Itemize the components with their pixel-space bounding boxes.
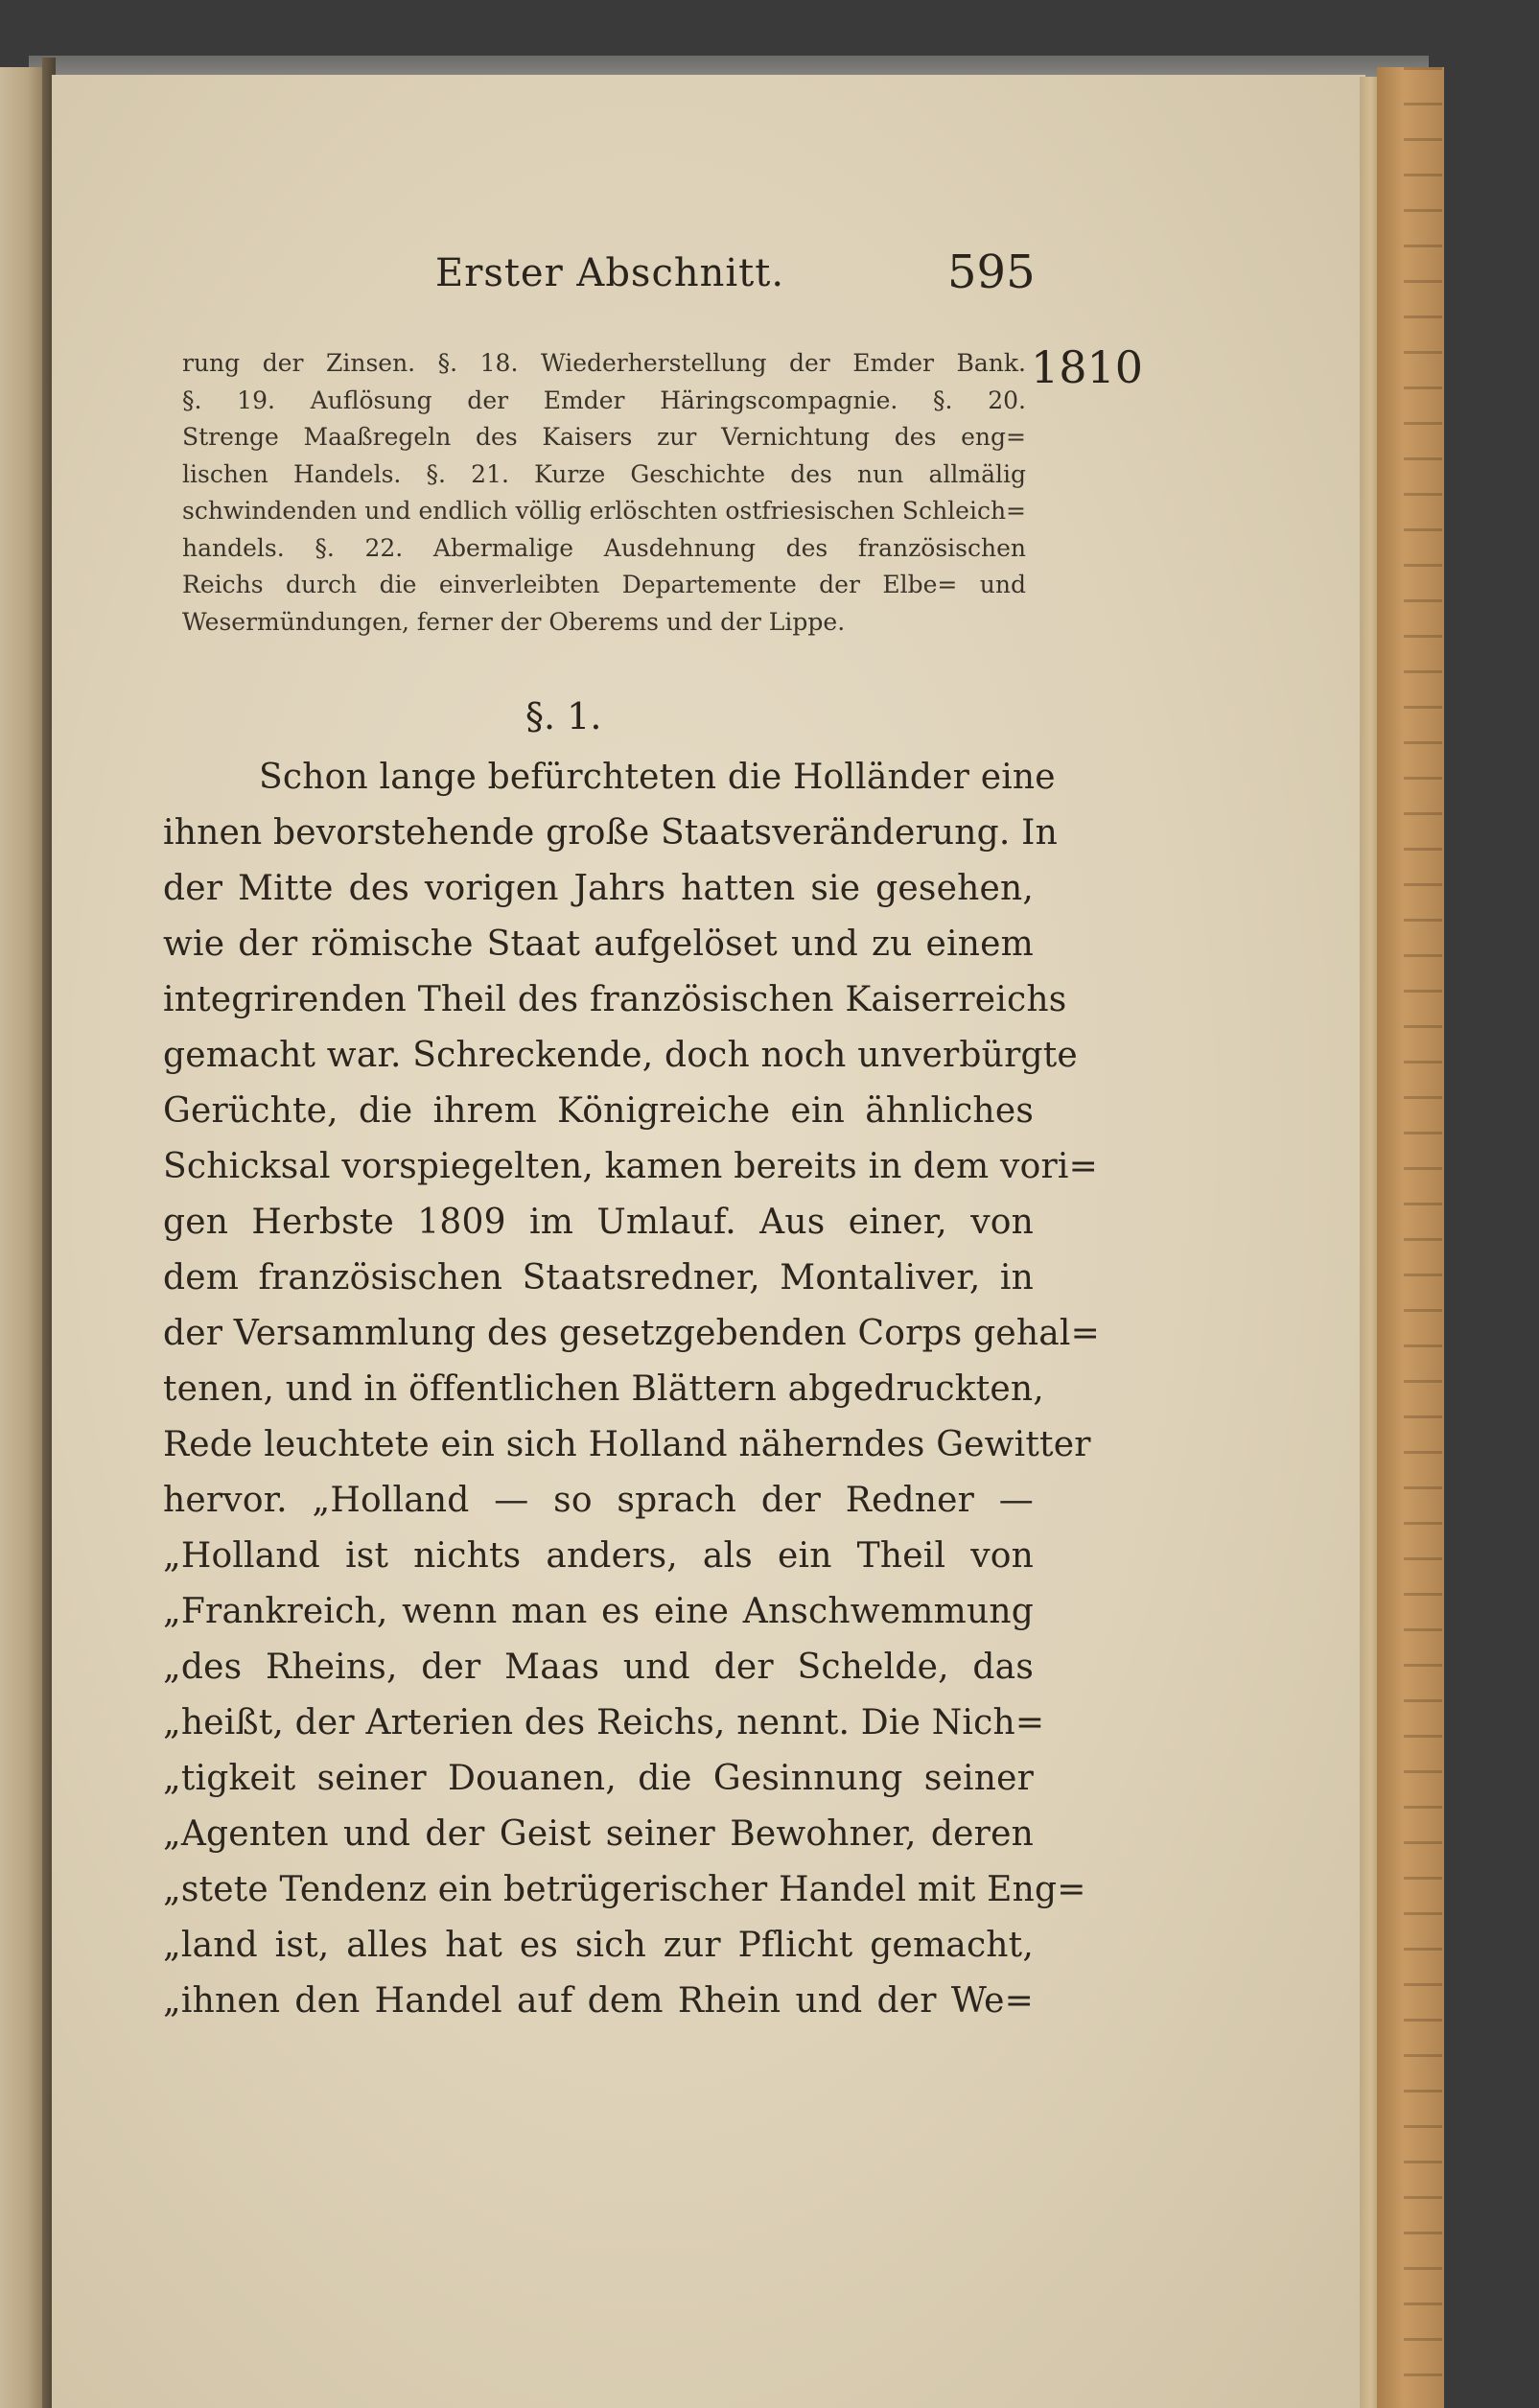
running-head: Erster Abschnitt. bbox=[435, 251, 785, 295]
summary-line: Strenge Maaßregeln des Kaisers zur Vernichtung des eng= bbox=[182, 423, 1026, 451]
body-line: „heißt, der Arterien des Reichs, nennt. Die Nich= bbox=[163, 1703, 1045, 1742]
summary-line: Wesermündungen, ferner der Oberems und der Lippe. bbox=[182, 607, 846, 636]
body-line: ihnen bevorstehende große Staatsveränderung. In bbox=[163, 813, 1058, 853]
body-line: Schon lange befürchteten die Holländer eine bbox=[259, 758, 1056, 797]
summary-line: Reichs durch die einverleibten Departemente der Elbe= und bbox=[182, 571, 1026, 598]
body-line: integrirenden Theil des französischen Kaiserreichs bbox=[163, 980, 1067, 1019]
summary-line: handels. §. 22. Abermalige Ausdehnung des französischen bbox=[182, 533, 1026, 562]
body-line: der Versammlung des gesetzgebenden Corps gehal= bbox=[163, 1314, 1100, 1353]
body-line: tenen, und in öffentlichen Blättern abgedruckten, bbox=[163, 1369, 1044, 1409]
body-line: Gerüchte, die ihrem Königreiche ein ähnliches bbox=[163, 1091, 1034, 1131]
summary-line: schwindenden und endlich völlig erlöschten ostfriesischen Schleich= bbox=[182, 497, 1026, 525]
body-line: „des Rheins, der Maas und der Schelde, das bbox=[163, 1648, 1034, 1687]
body-line: der Mitte des vorigen Jahrs hatten sie gesehen, bbox=[163, 869, 1034, 908]
body-text bbox=[163, 750, 1100, 2029]
summary-line: §. 19. Auflösung der Emder Häringscompagnie. §. 20. bbox=[182, 386, 1026, 414]
body-line: „stete Tendenz ein betrügerischer Handel mit Eng= bbox=[163, 1870, 1086, 1909]
summary-line: rung der Zinsen. §. 18. Wiederherstellung der Emder Bank. bbox=[182, 349, 1026, 377]
body-line: gemacht war. Schreckende, doch noch unverbürgte bbox=[163, 1036, 1078, 1075]
section-heading: §. 1. bbox=[525, 695, 602, 737]
margin-year: 1810 bbox=[1031, 341, 1144, 393]
body-line: Schicksal vorspiegelten, kamen bereits in dem vori= bbox=[163, 1147, 1098, 1186]
body-line: „Agenten und der Geist seiner Bewohner, deren bbox=[163, 1814, 1034, 1854]
body-line: „Holland ist nichts anders, als ein Theil von bbox=[163, 1536, 1034, 1576]
page-number: 595 bbox=[947, 245, 1036, 299]
body-line: „Frankreich, wenn man es eine Anschwemmung bbox=[163, 1592, 1034, 1631]
book-cover-edge bbox=[1377, 67, 1444, 2408]
summary-line: lischen Handels. §. 21. Kurze Geschichte des nun allmälig bbox=[182, 459, 1026, 488]
body-line: gen Herbste 1809 im Umlauf. Aus einer, von bbox=[163, 1203, 1034, 1242]
body-line: hervor. „Holland — so sprach der Redner — bbox=[163, 1481, 1034, 1520]
body-line: dem französischen Staatsredner, Montaliver, in bbox=[163, 1258, 1034, 1298]
body-line: Rede leuchtete ein sich Holland näherndes Gewitter bbox=[163, 1425, 1091, 1464]
facing-page-edge bbox=[0, 67, 46, 2408]
body-line: „ihnen den Handel auf dem Rhein und der We= bbox=[163, 1981, 1034, 2021]
body-line: „land ist, alles hat es sich zur Pflicht gemacht, bbox=[163, 1926, 1034, 1965]
chapter-summary bbox=[182, 345, 1026, 641]
body-line: „tigkeit seiner Douanen, die Gesinnung seiner bbox=[163, 1759, 1034, 1798]
body-line: wie der römische Staat aufgelöset und zu einem bbox=[163, 924, 1034, 964]
